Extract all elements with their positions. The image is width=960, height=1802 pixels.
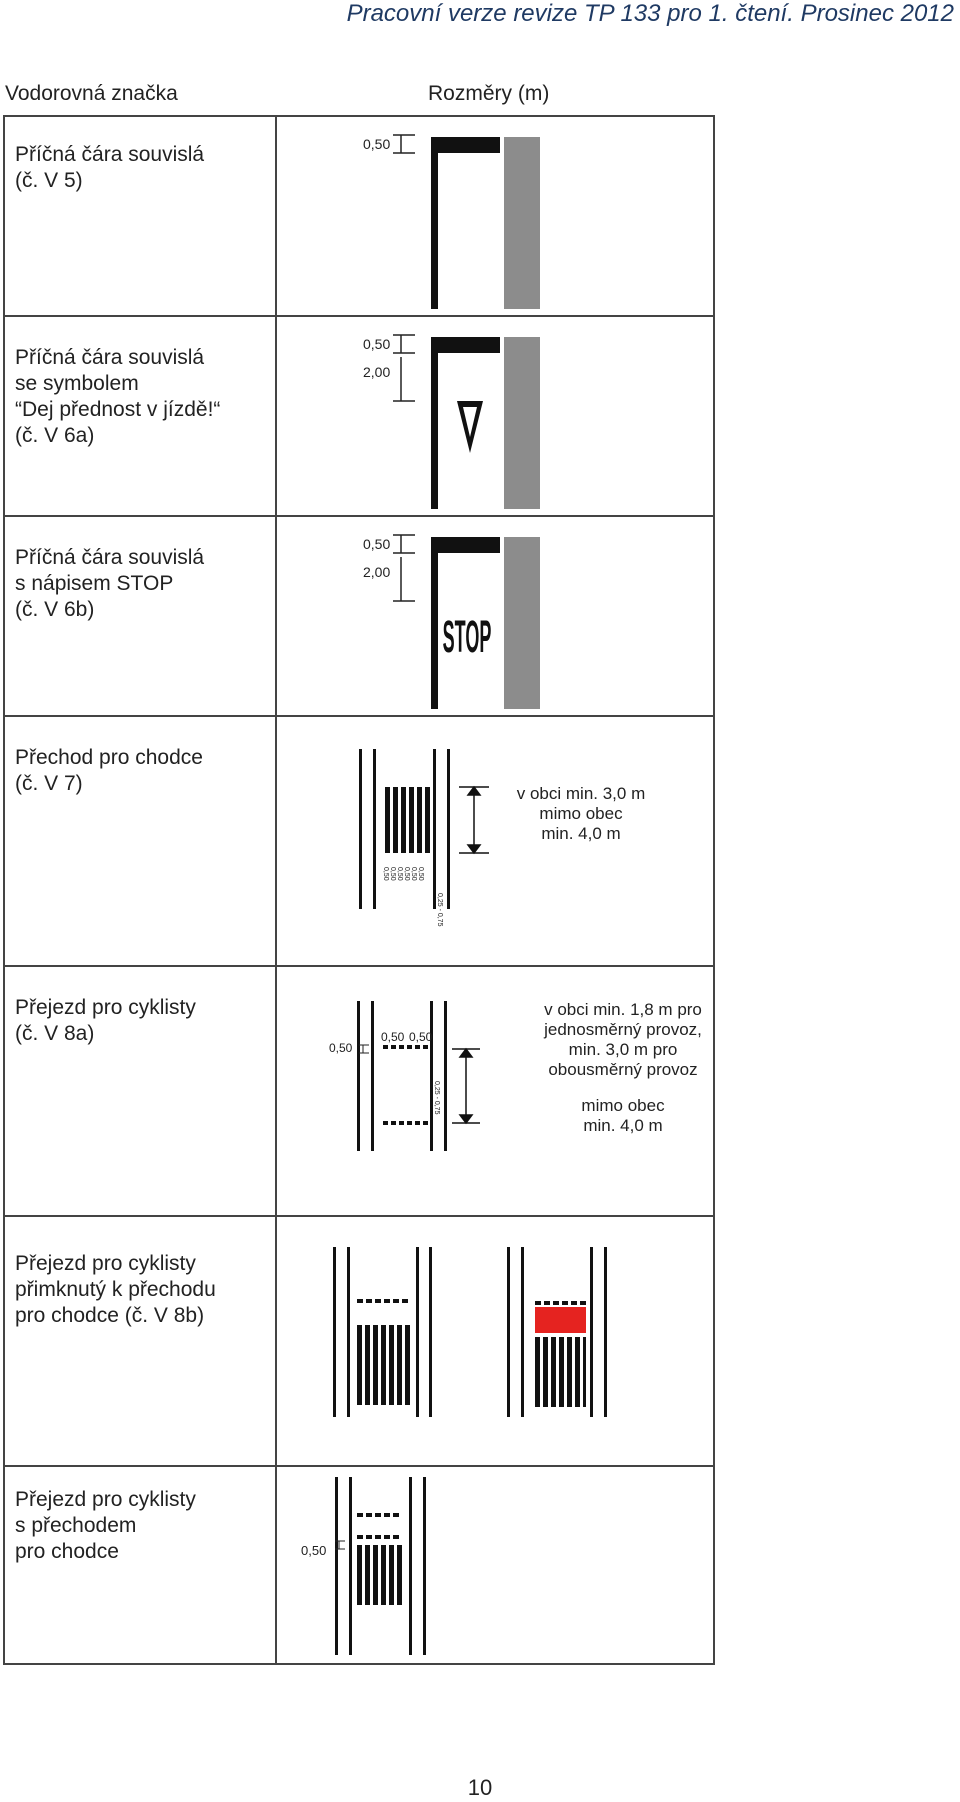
svg-text:v obci min. 1,8 m pro: v obci min. 1,8 m pro (544, 1000, 702, 1019)
svg-text:jednosměrný provoz,: jednosměrný provoz, (544, 1020, 702, 1039)
table-row (5, 1217, 713, 1467)
lane-shading (504, 537, 540, 709)
road-edge-lines (335, 1477, 426, 1655)
diagram-v8b (277, 1217, 713, 1465)
label-line: pro chodce (15, 1540, 119, 1563)
label-line: pro chodce (č. V 8b) (15, 1304, 205, 1327)
label-line: Příčná čára souvislá (15, 346, 205, 369)
row-label (15, 1251, 270, 1329)
diagram-combined-crossing (277, 1467, 713, 1663)
label-line: “Dej přednost v jízdě!“ (15, 398, 221, 421)
label-line: (č. V 5) (15, 169, 83, 192)
transverse-line (431, 337, 500, 353)
cycle-crossing-dashes (357, 1513, 399, 1539)
dimension-label: 0,50 (363, 536, 391, 552)
svg-text:min. 4,0 m: min. 4,0 m (541, 824, 621, 843)
label-line: Příčná čára souvislá (15, 143, 205, 166)
table-row (5, 967, 713, 1217)
svg-text:0,50: 0,50 (329, 1041, 353, 1055)
svg-text:0,25 - 0,75: 0,25 - 0,75 (433, 1081, 440, 1115)
zebra-stripes (357, 1325, 410, 1405)
kerb-line (431, 537, 438, 709)
label-line: (č. V 8a) (15, 1022, 95, 1045)
row-label (15, 142, 270, 194)
label-line: (č. V 7) (15, 772, 83, 795)
crossing-width-arrow (452, 1049, 480, 1123)
width-note (543, 1000, 702, 1135)
column-header-dimensions: Rozměry (m) (428, 82, 550, 105)
svg-text:0,50: 0,50 (382, 867, 389, 881)
svg-text:0,50: 0,50 (396, 867, 403, 881)
dimension-marker (393, 135, 415, 153)
diagram-v6a (277, 317, 713, 515)
row-label (15, 545, 270, 623)
dimension-marker (393, 535, 415, 601)
svg-text:0,50: 0,50 (403, 867, 410, 881)
label-line: (č. V 6b) (15, 598, 95, 621)
cycle-crossing-dashes (535, 1301, 586, 1305)
svg-text:min. 3,0 m pro: min. 3,0 m pro (568, 1040, 678, 1059)
svg-text:0,50: 0,50 (417, 867, 424, 881)
table-row (5, 517, 713, 717)
table-row (5, 317, 713, 517)
label-line: přimknutý k přechodu (15, 1278, 216, 1301)
red-cycle-surface (535, 1307, 586, 1333)
dimension-labels (329, 1030, 440, 1115)
table-row (5, 117, 713, 317)
zebra-stripes (357, 1545, 402, 1605)
dimension-marker (393, 335, 415, 401)
crossing-width-arrow (459, 787, 489, 853)
dimension-label: 0,50 (301, 1543, 327, 1558)
cycle-crossing-dashes (383, 1045, 428, 1125)
cycle-crossing-dashes (357, 1299, 408, 1303)
svg-text:0,50: 0,50 (389, 867, 396, 881)
lane-shading (504, 337, 540, 509)
svg-text:0,50: 0,50 (410, 867, 417, 881)
svg-text:obousměrný provoz: obousměrný provoz (548, 1060, 698, 1079)
svg-text:min. 4,0 m: min. 4,0 m (583, 1116, 663, 1135)
row-label (15, 995, 270, 1047)
dimension-label: 2,00 (363, 364, 391, 380)
label-line: s nápisem STOP (15, 572, 174, 595)
dimension-label: 0,50 (363, 136, 391, 152)
svg-text:0,25 - 0,75: 0,25 - 0,75 (436, 893, 443, 927)
width-note (517, 784, 646, 843)
zebra-stripes (385, 787, 430, 853)
document-header: Pracovní verze revize TP 133 pro 1. čtení. Prosinec 2012 (346, 0, 954, 27)
label-line: (č. V 6a) (15, 424, 95, 447)
row-label (15, 745, 270, 797)
transverse-line (431, 137, 500, 153)
diagram-v5 (277, 117, 713, 315)
svg-text:v obci min. 3,0 m: v obci min. 3,0 m (516, 784, 646, 803)
label-line: Přejezd pro cyklisty (15, 1252, 196, 1275)
zebra-stripes (535, 1337, 586, 1407)
dimension-label: 0,50 (363, 336, 391, 352)
page-number: 10 (467, 1775, 493, 1800)
svg-text:0,50: 0,50 (409, 1030, 433, 1044)
label-line: Přejezd pro cyklisty (15, 1488, 196, 1511)
diagram-v6b (277, 517, 713, 715)
diagram-v8a (277, 967, 713, 1215)
kerb-line (431, 337, 438, 509)
row-label (15, 345, 270, 449)
marking-table (3, 115, 715, 1665)
kerb-line (431, 137, 438, 309)
dimension-label: 2,00 (363, 564, 391, 580)
diagram-v7 (277, 717, 713, 965)
label-line: se symbolem (15, 372, 139, 395)
svg-text:mimo obec: mimo obec (539, 804, 623, 823)
table-row (5, 1467, 713, 1663)
svg-text:0,50: 0,50 (381, 1030, 405, 1044)
lane-shading (504, 137, 540, 309)
label-line: Přechod pro chodce (15, 746, 203, 769)
table-row (5, 717, 713, 967)
row-label (15, 1487, 270, 1565)
label-line: Přejezd pro cyklisty (15, 996, 196, 1019)
road-edge-lines (357, 1001, 447, 1151)
transverse-line (431, 537, 500, 553)
column-header-marking: Vodorovná značka (5, 82, 178, 105)
label-line: Příčná čára souvislá (15, 546, 205, 569)
stop-text: STOP (442, 612, 492, 663)
label-line: s přechodem (15, 1514, 137, 1537)
svg-text:mimo obec: mimo obec (581, 1096, 665, 1115)
dimension-marker (359, 1045, 369, 1053)
